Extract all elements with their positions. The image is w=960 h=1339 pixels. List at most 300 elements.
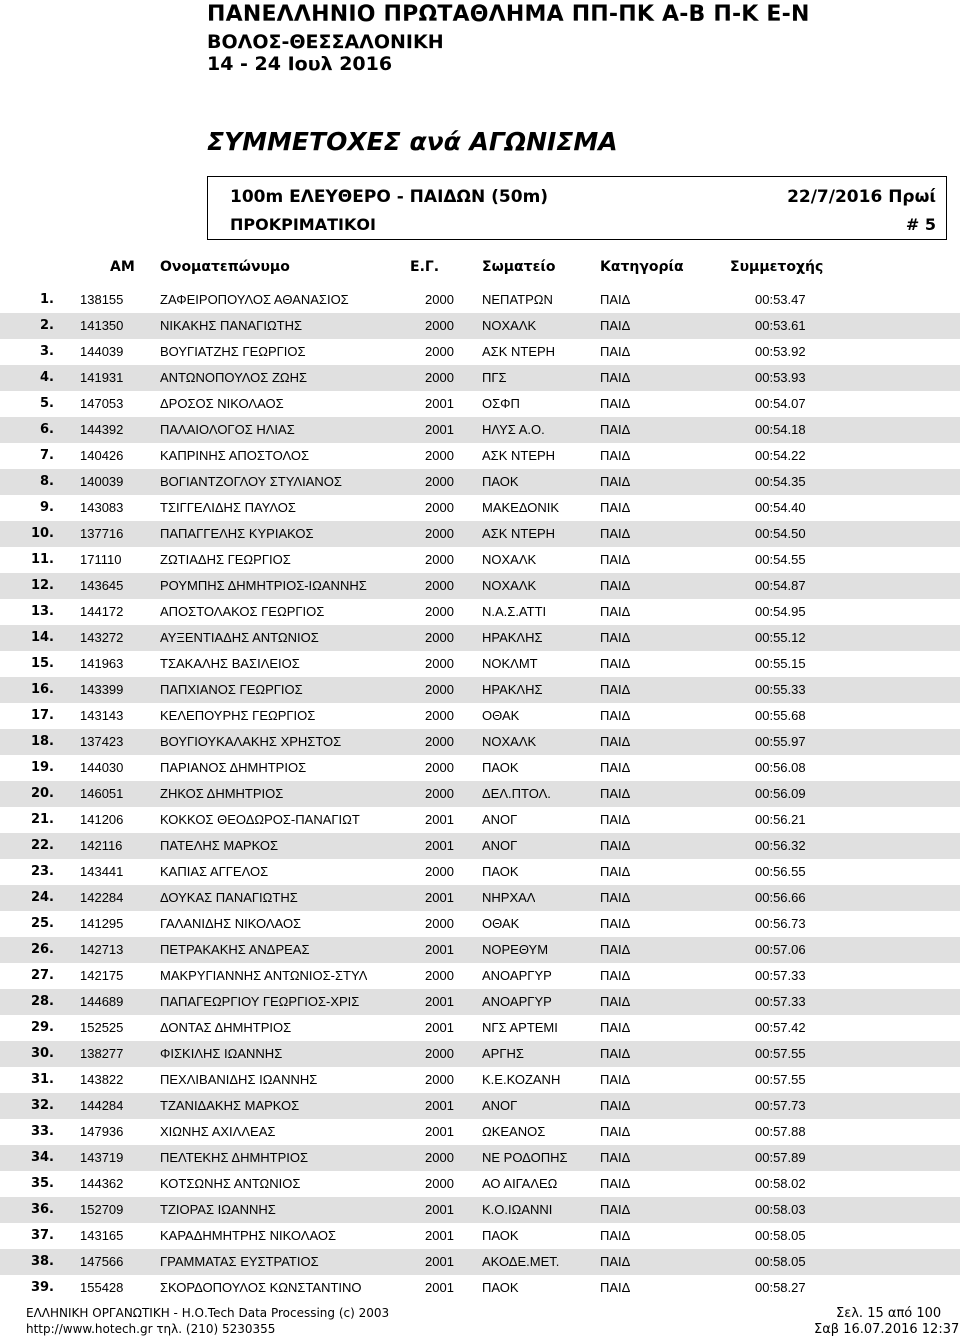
cell-birth-year: 2000 xyxy=(425,864,454,879)
cell-athlete-id: 141931 xyxy=(80,370,124,385)
cell-athlete-name: ΠΑΤΕΛΗΣ ΜΑΡΚΟΣ xyxy=(160,838,279,853)
cell-entry-time: 00:57.33 xyxy=(755,968,806,983)
cell-entry-time: 00:55.33 xyxy=(755,682,806,697)
cell-athlete-id: 143272 xyxy=(80,630,124,645)
cell-entry-time: 00:54.22 xyxy=(755,448,806,463)
table-row xyxy=(0,781,960,807)
column-header-club: Σωματείο xyxy=(482,259,556,275)
table-row xyxy=(0,1275,960,1301)
cell-entry-time: 00:58.02 xyxy=(755,1176,806,1191)
cell-category: ΠΑΙΔ xyxy=(600,968,631,983)
cell-birth-year: 2000 xyxy=(425,604,454,619)
cell-athlete-name: ΚΟΤΣΩΝΗΣ ΑΝΤΩΝΙΟΣ xyxy=(160,1176,301,1191)
cell-birth-year: 2000 xyxy=(425,656,454,671)
cell-athlete-id: 147566 xyxy=(80,1254,124,1269)
cell-rank: 19. xyxy=(30,760,54,775)
cell-category: ΠΑΙΔ xyxy=(600,994,631,1009)
cell-club: ΠΓΣ xyxy=(482,370,507,385)
cell-rank: 11. xyxy=(30,552,54,567)
cell-athlete-id: 144030 xyxy=(80,760,124,775)
cell-club: ΑΚΟΔΕ.ΜΕΤ. xyxy=(482,1254,560,1269)
cell-category: ΠΑΙΔ xyxy=(600,1150,631,1165)
cell-club: ΑΣΚ ΝΤΕΡΗ xyxy=(482,344,556,359)
cell-club: ΝΟΧΑΛΚ xyxy=(482,578,537,593)
cell-club: ΟΘΑΚ xyxy=(482,708,520,723)
cell-club: ΠΑΟΚ xyxy=(482,1228,519,1243)
cell-entry-time: 00:56.73 xyxy=(755,916,806,931)
cell-club: ΗΛΥΣ Α.Ο. xyxy=(482,422,545,437)
cell-birth-year: 2001 xyxy=(425,1020,454,1035)
cell-athlete-id: 143399 xyxy=(80,682,124,697)
cell-category: ΠΑΙΔ xyxy=(600,1046,631,1061)
table-row xyxy=(0,1015,960,1041)
cell-rank: 38. xyxy=(30,1254,54,1269)
cell-category: ΠΑΙΔ xyxy=(600,448,631,463)
cell-category: ΠΑΙΔ xyxy=(600,344,631,359)
cell-rank: 28. xyxy=(30,994,54,1009)
competition-dates: 14 - 24 Ιουλ 2016 xyxy=(207,53,393,75)
cell-entry-time: 00:57.73 xyxy=(755,1098,806,1113)
cell-athlete-name: ΚΑΠΙΑΣ ΑΓΓΕΛΟΣ xyxy=(160,864,269,879)
cell-club: ΝΟΧΑΛΚ xyxy=(482,552,537,567)
cell-birth-year: 2000 xyxy=(425,1176,454,1191)
cell-athlete-id: 143143 xyxy=(80,708,124,723)
cell-rank: 3. xyxy=(40,344,54,359)
cell-athlete-name: ΠΕΤΡΑΚΑΚΗΣ ΑΝΔΡΕΑΣ xyxy=(160,942,310,957)
cell-entry-time: 00:57.88 xyxy=(755,1124,806,1139)
cell-club: ΝΟΚΛΜΤ xyxy=(482,656,538,671)
cell-athlete-name: ΒΟΥΓΙΟΥΚΑΛΑΚΗΣ ΧΡΗΣΤΟΣ xyxy=(160,734,342,749)
cell-athlete-name: ΚΕΛΕΠΟΥΡΗΣ ΓΕΩΡΓΙΟΣ xyxy=(160,708,316,723)
cell-entry-time: 00:56.09 xyxy=(755,786,806,801)
cell-entry-time: 00:57.55 xyxy=(755,1046,806,1061)
cell-athlete-name: ΑΠΟΣΤΟΛΑΚΟΣ ΓΕΩΡΓΙΟΣ xyxy=(160,604,325,619)
cell-athlete-id: 144689 xyxy=(80,994,124,1009)
cell-category: ΠΑΙΔ xyxy=(600,370,631,385)
cell-club: ΠΑΟΚ xyxy=(482,474,519,489)
cell-athlete-id: 147053 xyxy=(80,396,124,411)
footer-organization: ΕΛΛΗΝΙΚΗ ΟΡΓΑΝΩΤΙΚΗ - Η.Ο.Tech Data Processing (c) 2003 xyxy=(26,1306,390,1320)
cell-entry-time: 00:54.35 xyxy=(755,474,806,489)
page-title: ΠΑΝΕΛΛΗΝΙΟ ΠΡΩΤΑΘΛΗΜΑ ΠΠ-ΠΚ Α-Β Π-Κ Ε-Ν xyxy=(207,2,810,27)
table-row xyxy=(0,339,960,365)
cell-athlete-name: ΖΗΚΟΣ ΔΗΜΗΤΡΙΟΣ xyxy=(160,786,284,801)
cell-category: ΠΑΙΔ xyxy=(600,630,631,645)
column-header-am: ΑΜ xyxy=(110,259,135,275)
cell-entry-time: 00:57.42 xyxy=(755,1020,806,1035)
cell-athlete-name: ΒΟΥΓΙΑΤΖΗΣ ΓΕΩΡΓΙΟΣ xyxy=(160,344,306,359)
cell-birth-year: 2000 xyxy=(425,682,454,697)
cell-rank: 6. xyxy=(40,422,54,437)
cell-athlete-id: 146051 xyxy=(80,786,124,801)
cell-athlete-id: 140426 xyxy=(80,448,124,463)
table-row xyxy=(0,833,960,859)
cell-category: ΠΑΙΔ xyxy=(600,578,631,593)
cell-athlete-name: ΠΑΛΑΙΟΛΟΓΟΣ ΗΛΙΑΣ xyxy=(160,422,295,437)
cell-rank: 27. xyxy=(30,968,54,983)
cell-category: ΠΑΙΔ xyxy=(600,474,631,489)
cell-category: ΠΑΙΔ xyxy=(600,1228,631,1243)
cell-athlete-name: ΡΟΥΜΠΗΣ ΔΗΜΗΤΡΙΟΣ-ΙΩΑΝΝΗΣ xyxy=(160,578,367,593)
cell-athlete-name: ΠΑΠΑΓΕΩΡΓΙΟΥ ΓΕΩΡΓΙΟΣ-ΧΡΙΣ xyxy=(160,994,360,1009)
cell-category: ΠΑΙΔ xyxy=(600,604,631,619)
venue: ΒΟΛΟΣ-ΘΕΣΣΑΛΟΝΙΚΗ xyxy=(207,31,444,53)
cell-athlete-id: 155428 xyxy=(80,1280,124,1295)
cell-club: Ν.Α.Σ.ΑΤΤΙ xyxy=(482,604,547,619)
cell-rank: 20. xyxy=(30,786,54,801)
table-row xyxy=(0,625,960,651)
cell-birth-year: 2000 xyxy=(425,708,454,723)
cell-club: ΑΣΚ ΝΤΕΡΗ xyxy=(482,526,556,541)
cell-athlete-name: ΑΝΤΩΝΟΠΟΥΛΟΣ ΖΩΗΣ xyxy=(160,370,308,385)
cell-club: ΑΡΓΗΣ xyxy=(482,1046,524,1061)
cell-category: ΠΑΙΔ xyxy=(600,1202,631,1217)
cell-category: ΠΑΙΔ xyxy=(600,1254,631,1269)
cell-birth-year: 2000 xyxy=(425,760,454,775)
cell-athlete-id: 144172 xyxy=(80,604,124,619)
cell-athlete-name: ΠΑΡΙΑΝΟΣ ΔΗΜΗΤΡΙΟΣ xyxy=(160,760,307,775)
cell-birth-year: 2001 xyxy=(425,994,454,1009)
table-row xyxy=(0,1249,960,1275)
cell-entry-time: 00:56.55 xyxy=(755,864,806,879)
cell-athlete-name: ΠΕΧΛΙΒΑΝΙΔΗΣ ΙΩΑΝΝΗΣ xyxy=(160,1072,318,1087)
table-row xyxy=(0,1041,960,1067)
cell-athlete-name: ΦΙΣΚΙΛΗΣ ΙΩΑΝΝΗΣ xyxy=(160,1046,283,1061)
section-title: ΣΥΜΜΕΤΟΧΕΣ ανά ΑΓΩΝΙΣΜΑ xyxy=(207,127,618,156)
cell-birth-year: 2000 xyxy=(425,448,454,463)
cell-athlete-name: ΧΙΩΝΗΣ ΑΧΙΛΛΕΑΣ xyxy=(160,1124,276,1139)
cell-category: ΠΑΙΔ xyxy=(600,734,631,749)
cell-athlete-name: ΤΖΙΟΡΑΣ ΙΩΑΝΝΗΣ xyxy=(160,1202,276,1217)
cell-entry-time: 00:54.18 xyxy=(755,422,806,437)
cell-category: ΠΑΙΔ xyxy=(600,890,631,905)
cell-birth-year: 2001 xyxy=(425,1098,454,1113)
cell-rank: 8. xyxy=(40,474,54,489)
cell-birth-year: 2000 xyxy=(425,968,454,983)
cell-entry-time: 00:56.21 xyxy=(755,812,806,827)
event-date: 22/7/2016 Πρωί xyxy=(787,187,936,207)
cell-athlete-name: ΠΑΠΧΙΑΝΟΣ ΓΕΩΡΓΙΟΣ xyxy=(160,682,303,697)
cell-club: ΑΣΚ ΝΤΕΡΗ xyxy=(482,448,556,463)
footer-print-date: Σαβ 16.07.2016 12:37 xyxy=(814,1322,960,1337)
cell-entry-time: 00:54.95 xyxy=(755,604,806,619)
event-box xyxy=(207,176,947,240)
cell-entry-time: 00:58.05 xyxy=(755,1228,806,1243)
table-row xyxy=(0,469,960,495)
cell-birth-year: 2000 xyxy=(425,734,454,749)
cell-category: ΠΑΙΔ xyxy=(600,786,631,801)
cell-athlete-id: 144284 xyxy=(80,1098,124,1113)
cell-category: ΠΑΙΔ xyxy=(600,1176,631,1191)
table-row xyxy=(0,287,960,313)
column-header-year: Ε.Γ. xyxy=(410,259,440,275)
cell-club: ΩΚΕΑΝΟΣ xyxy=(482,1124,546,1139)
footer-page-number: Σελ. 15 από 100 xyxy=(836,1306,942,1321)
cell-birth-year: 2000 xyxy=(425,786,454,801)
cell-birth-year: 2000 xyxy=(425,552,454,567)
cell-entry-time: 00:54.87 xyxy=(755,578,806,593)
cell-athlete-name: ΤΣΙΓΓΕΛΙΔΗΣ ΠΑΥΛΟΣ xyxy=(160,500,296,515)
cell-birth-year: 2001 xyxy=(425,942,454,957)
event-round: ΠΡΟΚΡΙΜΑΤΙΚΟΙ xyxy=(230,215,376,234)
cell-birth-year: 2000 xyxy=(425,578,454,593)
cell-rank: 2. xyxy=(40,318,54,333)
cell-category: ΠΑΙΔ xyxy=(600,838,631,853)
footer-contact: http://www.hotech.gr τηλ. (210) 5230355 xyxy=(26,1322,276,1336)
cell-birth-year: 2001 xyxy=(425,1254,454,1269)
cell-birth-year: 2000 xyxy=(425,1072,454,1087)
cell-entry-time: 00:57.06 xyxy=(755,942,806,957)
cell-club: Κ.Ο.ΙΩΑΝΝΙ xyxy=(482,1202,553,1217)
cell-athlete-name: ΝΙΚΑΚΗΣ ΠΑΝΑΓΙΩΤΗΣ xyxy=(160,318,303,333)
cell-rank: 32. xyxy=(30,1098,54,1113)
cell-club: Κ.Ε.ΚΟΖΑΝΗ xyxy=(482,1072,561,1087)
cell-rank: 39. xyxy=(30,1280,54,1295)
cell-birth-year: 2000 xyxy=(425,474,454,489)
cell-birth-year: 2000 xyxy=(425,344,454,359)
cell-rank: 10. xyxy=(30,526,54,541)
cell-category: ΠΑΙΔ xyxy=(600,396,631,411)
cell-entry-time: 00:56.32 xyxy=(755,838,806,853)
cell-athlete-name: ΤΖΑΝΙΔΑΚΗΣ ΜΑΡΚΟΣ xyxy=(160,1098,300,1113)
cell-rank: 35. xyxy=(30,1176,54,1191)
cell-athlete-id: 143719 xyxy=(80,1150,124,1165)
cell-rank: 22. xyxy=(30,838,54,853)
cell-category: ΠΑΙΔ xyxy=(600,1072,631,1087)
cell-athlete-id: 143645 xyxy=(80,578,124,593)
cell-entry-time: 00:58.05 xyxy=(755,1254,806,1269)
cell-club: ΝΓΣ ΑΡΤΕΜΙ xyxy=(482,1020,558,1035)
cell-athlete-name: ΚΑΠΡΙΝΗΣ ΑΠΟΣΤΟΛΟΣ xyxy=(160,448,310,463)
cell-club: ΟΘΑΚ xyxy=(482,916,520,931)
cell-club: ΑΝΟΓ xyxy=(482,838,518,853)
cell-birth-year: 2001 xyxy=(425,838,454,853)
cell-birth-year: 2000 xyxy=(425,292,454,307)
cell-rank: 16. xyxy=(30,682,54,697)
cell-club: ΗΡΑΚΛΗΣ xyxy=(482,630,543,645)
cell-club: ΝΟΧΑΛΚ xyxy=(482,734,537,749)
cell-athlete-id: 143083 xyxy=(80,500,124,515)
cell-athlete-id: 144392 xyxy=(80,422,124,437)
cell-athlete-id: 138155 xyxy=(80,292,124,307)
cell-athlete-id: 143165 xyxy=(80,1228,124,1243)
cell-club: ΝΕΠΑΤΡΩΝ xyxy=(482,292,553,307)
cell-athlete-id: 137716 xyxy=(80,526,124,541)
cell-rank: 33. xyxy=(30,1124,54,1139)
cell-club: ΔΕΛ.ΠΤΟΛ. xyxy=(482,786,551,801)
cell-birth-year: 2001 xyxy=(425,396,454,411)
cell-club: ΝΗΡΧΑΛ xyxy=(482,890,536,905)
cell-birth-year: 2000 xyxy=(425,630,454,645)
cell-category: ΠΑΙΔ xyxy=(600,526,631,541)
table-row xyxy=(0,443,960,469)
cell-category: ΠΑΙΔ xyxy=(600,500,631,515)
cell-entry-time: 00:54.40 xyxy=(755,500,806,515)
cell-athlete-name: ΣΚΟΡΔΟΠΟΥΛΟΣ ΚΩΝΣΤΑΝΤΙΝΟ xyxy=(160,1280,362,1295)
cell-birth-year: 2000 xyxy=(425,916,454,931)
table-row xyxy=(0,1145,960,1171)
cell-entry-time: 00:56.08 xyxy=(755,760,806,775)
cell-athlete-name: ΜΑΚΡΥΓΙΑΝΝΗΣ ΑΝΤΩΝΙΟΣ-ΣΤΥΛ xyxy=(160,968,368,983)
cell-rank: 13. xyxy=(30,604,54,619)
cell-entry-time: 00:53.47 xyxy=(755,292,806,307)
cell-category: ΠΑΙΔ xyxy=(600,812,631,827)
cell-rank: 37. xyxy=(30,1228,54,1243)
cell-club: ΗΡΑΚΛΗΣ xyxy=(482,682,543,697)
cell-birth-year: 2000 xyxy=(425,1150,454,1165)
cell-entry-time: 00:55.97 xyxy=(755,734,806,749)
cell-club: ΑΝΟΑΡΓΥΡ xyxy=(482,994,552,1009)
cell-category: ΠΑΙΔ xyxy=(600,1098,631,1113)
cell-club: ΠΑΟΚ xyxy=(482,1280,519,1295)
cell-entry-time: 00:54.07 xyxy=(755,396,806,411)
cell-rank: 12. xyxy=(30,578,54,593)
cell-birth-year: 2000 xyxy=(425,370,454,385)
cell-birth-year: 2000 xyxy=(425,500,454,515)
table-row xyxy=(0,417,960,443)
table-row xyxy=(0,859,960,885)
cell-athlete-name: ΔΡΟΣΟΣ ΝΙΚΟΛΑΟΣ xyxy=(160,396,284,411)
cell-athlete-name: ΑΥΞΕΝΤΙΑΔΗΣ ΑΝΤΩΝΙΟΣ xyxy=(160,630,319,645)
cell-rank: 21. xyxy=(30,812,54,827)
cell-rank: 17. xyxy=(30,708,54,723)
cell-club: ΝΕ ΡΟΔΟΠΗΣ xyxy=(482,1150,568,1165)
cell-category: ΠΑΙΔ xyxy=(600,916,631,931)
table-row xyxy=(0,807,960,833)
cell-entry-time: 00:58.27 xyxy=(755,1280,806,1295)
cell-category: ΠΑΙΔ xyxy=(600,292,631,307)
cell-entry-time: 00:58.03 xyxy=(755,1202,806,1217)
cell-category: ΠΑΙΔ xyxy=(600,942,631,957)
cell-rank: 25. xyxy=(30,916,54,931)
cell-club: ΑΟ ΑΙΓΑΛΕΩ xyxy=(482,1176,558,1191)
cell-club: ΑΝΟΑΡΓΥΡ xyxy=(482,968,552,983)
cell-category: ΠΑΙΔ xyxy=(600,708,631,723)
cell-rank: 30. xyxy=(30,1046,54,1061)
cell-athlete-name: ΖΩΤΙΑΔΗΣ ΓΕΩΡΓΙΟΣ xyxy=(160,552,291,567)
cell-athlete-id: 141206 xyxy=(80,812,124,827)
cell-entry-time: 00:54.50 xyxy=(755,526,806,541)
cell-athlete-id: 138277 xyxy=(80,1046,124,1061)
cell-athlete-id: 143822 xyxy=(80,1072,124,1087)
cell-athlete-name: ΤΣΑΚΑΛΗΣ ΒΑΣΙΛΕΙΟΣ xyxy=(160,656,300,671)
cell-rank: 29. xyxy=(30,1020,54,1035)
cell-category: ΠΑΙΔ xyxy=(600,552,631,567)
table-row xyxy=(0,703,960,729)
cell-entry-time: 00:57.33 xyxy=(755,994,806,1009)
table-row xyxy=(0,573,960,599)
cell-athlete-id: 142284 xyxy=(80,890,124,905)
table-row xyxy=(0,1171,960,1197)
cell-athlete-id: 152525 xyxy=(80,1020,124,1035)
cell-category: ΠΑΙΔ xyxy=(600,656,631,671)
table-row xyxy=(0,729,960,755)
cell-athlete-name: ΓΡΑΜΜΑΤΑΣ ΕΥΣΤΡΑΤΙΟΣ xyxy=(160,1254,319,1269)
cell-club: ΝΟΡΕΘΥΜ xyxy=(482,942,549,957)
cell-athlete-id: 144362 xyxy=(80,1176,124,1191)
cell-rank: 14. xyxy=(30,630,54,645)
cell-club: ΑΝΟΓ xyxy=(482,1098,518,1113)
cell-athlete-id: 141350 xyxy=(80,318,124,333)
cell-category: ΠΑΙΔ xyxy=(600,422,631,437)
table-row xyxy=(0,651,960,677)
cell-birth-year: 2001 xyxy=(425,1124,454,1139)
cell-birth-year: 2001 xyxy=(425,890,454,905)
cell-category: ΠΑΙΔ xyxy=(600,864,631,879)
cell-club: ΟΣΦΠ xyxy=(482,396,520,411)
table-row xyxy=(0,989,960,1015)
cell-rank: 34. xyxy=(30,1150,54,1165)
cell-entry-time: 00:57.55 xyxy=(755,1072,806,1087)
cell-athlete-id: 171110 xyxy=(80,552,122,567)
table-row xyxy=(0,547,960,573)
cell-athlete-id: 141295 xyxy=(80,916,124,931)
cell-athlete-id: 152709 xyxy=(80,1202,124,1217)
cell-athlete-name: ΔΟΝΤΑΣ ΔΗΜΗΤΡΙΟΣ xyxy=(160,1020,292,1035)
cell-rank: 36. xyxy=(30,1202,54,1217)
table-row xyxy=(0,1197,960,1223)
table-row xyxy=(0,313,960,339)
cell-club: ΜΑΚΕΔΟΝΙΚ xyxy=(482,500,560,515)
cell-club: ΝΟΧΑΛΚ xyxy=(482,318,537,333)
cell-athlete-id: 140039 xyxy=(80,474,124,489)
cell-athlete-id: 142175 xyxy=(80,968,124,983)
table-row xyxy=(0,677,960,703)
table-row xyxy=(0,365,960,391)
cell-athlete-name: ΒΟΓΙΑΝΤΖΟΓΛΟΥ ΣΤΥΛΙΑΝΟΣ xyxy=(160,474,342,489)
cell-club: ΠΑΟΚ xyxy=(482,760,519,775)
cell-birth-year: 2001 xyxy=(425,422,454,437)
column-headers xyxy=(0,259,960,281)
table-row xyxy=(0,911,960,937)
cell-entry-time: 00:53.61 xyxy=(755,318,806,333)
cell-birth-year: 2001 xyxy=(425,1202,454,1217)
cell-birth-year: 2001 xyxy=(425,812,454,827)
cell-birth-year: 2000 xyxy=(425,526,454,541)
cell-athlete-id: 147936 xyxy=(80,1124,124,1139)
cell-rank: 24. xyxy=(30,890,54,905)
cell-athlete-name: ΓΑΛΑΝΙΔΗΣ ΝΙΚΟΛΑΟΣ xyxy=(160,916,302,931)
cell-entry-time: 00:54.55 xyxy=(755,552,806,567)
column-header-category: Κατηγορία xyxy=(600,259,684,275)
cell-rank: 1. xyxy=(40,292,54,307)
cell-entry-time: 00:53.93 xyxy=(755,370,806,385)
cell-athlete-id: 143441 xyxy=(80,864,124,879)
cell-athlete-id: 142713 xyxy=(80,942,124,957)
cell-rank: 23. xyxy=(30,864,54,879)
event-name: 100m ΕΛΕΥΘΕΡΟ - ΠΑΙΔΩΝ (50m) xyxy=(230,187,549,207)
cell-entry-time: 00:57.89 xyxy=(755,1150,806,1165)
cell-club: ΑΝΟΓ xyxy=(482,812,518,827)
cell-athlete-id: 137423 xyxy=(80,734,124,749)
table-row xyxy=(0,495,960,521)
cell-rank: 26. xyxy=(30,942,54,957)
cell-athlete-name: ΚΑΡΑΔΗΜΗΤΡΗΣ ΝΙΚΟΛΑΟΣ xyxy=(160,1228,337,1243)
cell-category: ΠΑΙΔ xyxy=(600,1124,631,1139)
cell-athlete-id: 142116 xyxy=(80,838,123,853)
cell-birth-year: 2001 xyxy=(425,1280,454,1295)
cell-rank: 15. xyxy=(30,656,54,671)
cell-rank: 31. xyxy=(30,1072,54,1087)
cell-entry-time: 00:56.66 xyxy=(755,890,806,905)
table-row xyxy=(0,1119,960,1145)
table-row xyxy=(0,937,960,963)
cell-athlete-id: 141963 xyxy=(80,656,124,671)
table-row xyxy=(0,1223,960,1249)
cell-category: ΠΑΙΔ xyxy=(600,318,631,333)
cell-category: ΠΑΙΔ xyxy=(600,682,631,697)
table-row xyxy=(0,391,960,417)
